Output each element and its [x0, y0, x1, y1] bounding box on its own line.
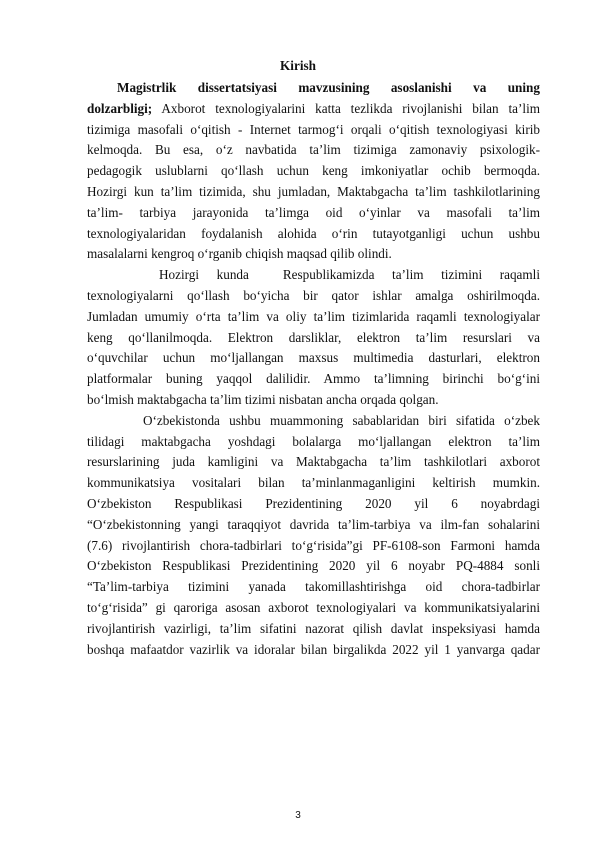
paragraph-1-line: tizimiga masofali o‘qitish - Internet tarmog‘i orqali o‘qitish texnologiyasi kirib: [87, 121, 540, 137]
paragraph-3-line: “O‘zbekistonning yangi taraqqiyot davrida ta’lim-tarbiya va ilm-fan sohalarini: [87, 516, 540, 532]
paragraph-2-line: Jumladan umumiy o‘rta ta’lim va oliy ta’lim tizimlarida raqamli texnologiyalar: [87, 308, 540, 324]
paragraph-2-line: bo‘lmish maktabgacha ta’lim tizimi nisbatan ancha orqada qolgan.: [87, 391, 439, 407]
paragraph-3-line: boshqa mafaatdor vazirlik va idoralar bilan birgalikda 2022 yil 1 yanvarga qadar: [87, 641, 540, 657]
paragraph-3-line: (7.6) rivojlantirish chora-tadbirlari to‘g‘risida”gi PF-6108-son Farmoni hamda: [87, 537, 540, 553]
body-text: [87, 78, 540, 660]
paragraph-2-line: texnologiyalarni qo‘llash bo‘yicha bir qator ishlar amalga oshirilmoqda.: [87, 287, 540, 303]
heading-bold-text: Magistrlik dissertatsiyasi mavzusining asoslanishi va uning: [117, 80, 540, 95]
heading-bold-text-end: dolzarbligi;: [87, 100, 153, 116]
paragraph-2-line: o‘quvchilar uchun mo‘ljallangan maxsus multimedia dasturlari, elektron: [87, 350, 540, 366]
paragraph-1-line-2: [87, 99, 540, 120]
paragraph-3-line: resurslarining juda kamligini va Maktabgacha ta’lim tashkilotlari axborot: [87, 454, 540, 470]
paragraph-1-line: pedagogik uslublarni qo‘llash uchun keng imkoniyatlar ochib bermoqda.: [87, 163, 540, 179]
paragraph-3-line: kommunikatsiya vositalari bilan ta’minlanmaganligini keltirish mumkin.: [87, 475, 540, 491]
paragraph-3-line: rivojlantirish vazirligi, ta’lim sifatini nazorat qilish davlat inspeksiyasi hamda: [87, 620, 540, 636]
paragraph-1-text: Axborot texnologiyalarini katta tezlikda rivojlanishi bilan ta’lim: [152, 100, 540, 116]
paragraph-3-line: to‘g‘risida” gi qaroriga asosan axborot texnologiyalari va kommunikatsiyalarini: [87, 599, 540, 615]
paragraph-3-line: O‘zbekiston Respublikasi Prezidentining 2020 yil 6 noyabrdagi: [87, 495, 540, 511]
paragraph-3-line: “Ta’lim-tarbiya tizimini yanada takomillashtirishga oid chora-tadbirlar: [87, 579, 540, 595]
paragraph-1-line-1: [87, 78, 540, 99]
paragraph-2-line-1: [87, 265, 540, 286]
paragraph-1-line: texnologiyalaridan foydalanish alohida o‘rin tutayotganligi uchun ushbu: [87, 225, 540, 241]
page-number: 3: [295, 810, 301, 821]
paragraph-1-line: kelmoqda. Bu esa, o‘z navbatida ta’lim tizimiga zamonaviy psixologik-: [87, 142, 540, 158]
paragraph-2-line: platformalar buning yaqqol dalilidir. Ammo ta’limning birinchi bo‘g‘ini: [87, 371, 540, 387]
paragraph-3-line: O‘zbekiston Respublikasi Prezidentining 2020 yil 6 noyabr PQ-4884 sonli: [87, 558, 540, 574]
paragraph-3-line: tilidagi maktabgacha yoshdagi bolalarga mo‘ljallangan elektron ta’lim: [87, 433, 540, 449]
paragraph-1-line: Hozirgi kun ta’lim tizimida, shu jumladan, Maktabgacha ta’lim tashkilotlarining: [87, 183, 540, 199]
paragraph-2-text-a: Hozirgi kunda: [159, 267, 249, 283]
section-title: Kirish: [280, 58, 316, 73]
paragraph-3-line-1: O‘zbekistonda ushbu muammoning sabablaridan biri sifatida o‘zbek: [143, 412, 540, 428]
paragraph-1-line: masalalarni kengroq o‘rganib chiqish maqsad qilib olindi.: [87, 246, 392, 262]
paragraph-2-line: keng qo‘llanilmoqda. Elektron darsliklar, elektron ta’lim resurslari va: [87, 329, 540, 345]
paragraph-2-text-b: Respublikamizda ta’lim tizimini raqamli: [282, 267, 540, 283]
paragraph-1-line: ta’lim- tarbiya jarayonida ta’limga oid o‘yinlar va masofali ta’lim: [87, 204, 540, 220]
